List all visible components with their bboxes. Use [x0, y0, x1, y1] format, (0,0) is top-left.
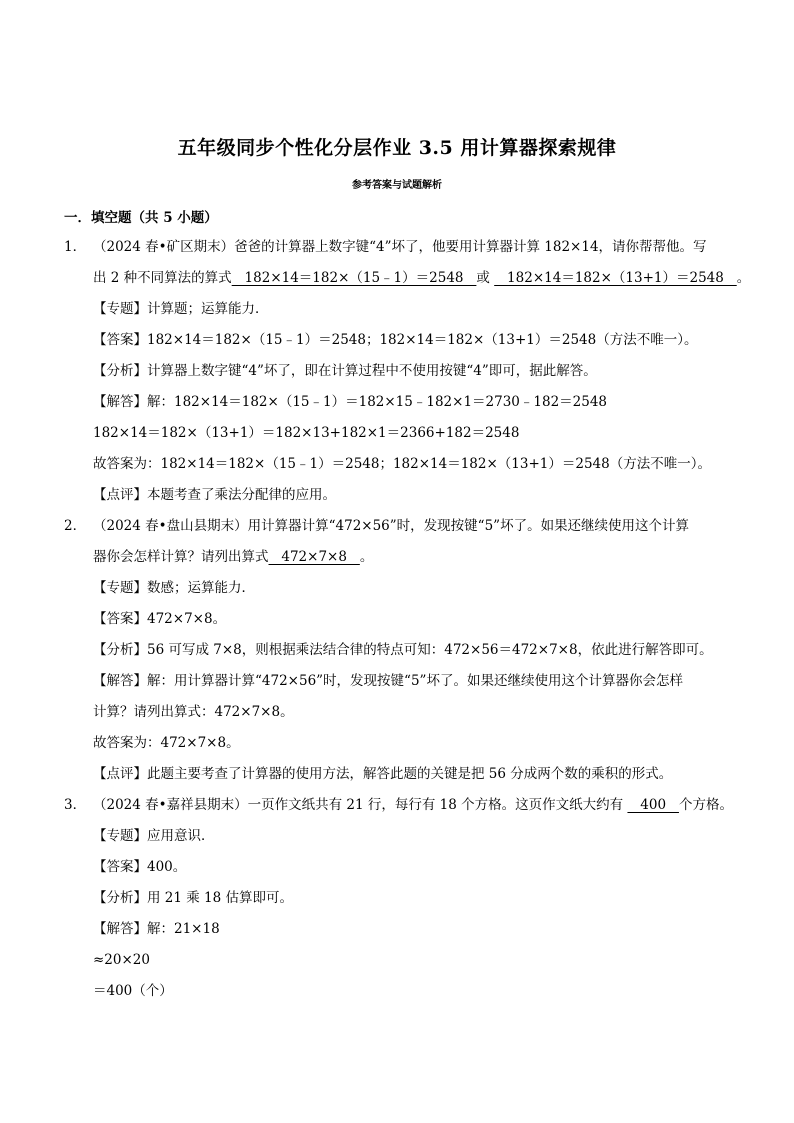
topic-label: 【专题】 — [93, 580, 147, 596]
question-3-topic — [64, 821, 736, 852]
questions-content — [64, 232, 751, 1007]
analysis-label: 【分析】 — [93, 890, 147, 906]
question-number: 2． — [64, 518, 87, 534]
comment-label: 【点评】 — [93, 766, 147, 782]
question-3-answer — [64, 852, 736, 883]
topic-label: 【专题】 — [93, 301, 147, 317]
topic-label: 【专题】 — [93, 828, 147, 844]
question-stem-text: 个方格。 — [678, 797, 733, 813]
question-stem-text: 出 2 种不同算法的算式 — [93, 270, 232, 286]
topic-text: 数感；运算能力． — [147, 580, 255, 596]
question-1-solution-line3: 故答案为：182×14＝182×（15﹣1）＝2548；182×14＝182×（13+1）＝2548（方法不唯一）。 — [93, 456, 711, 472]
comment-text: 此题主要考查了计算器的使用方法，解答此题的关键是把 56 分成两个数的乘积的形式。 — [147, 766, 673, 782]
question-1-analysis — [64, 356, 736, 387]
question-stem-text: 。 — [359, 549, 374, 565]
question-2-answer — [64, 604, 736, 635]
question-1-stem-line2 — [64, 263, 751, 294]
question-3-solution-line2: ≈20×20 — [93, 952, 150, 968]
page-subtitle: 参考答案与试题解析 — [352, 180, 442, 191]
question-1-topic — [64, 294, 736, 325]
analysis-text: 计算器上数字键“4”坏了，即在计算过程中不使用按键“4”即可，据此解答。 — [147, 363, 597, 379]
analysis-label: 【分析】 — [93, 642, 147, 658]
answer-label: 【答案】 — [93, 611, 147, 627]
question-stem-text: （2024 春•嘉祥县期末）一页作文纸共有 21 行，每行有 18 个方格。这页作文纸大约有 — [93, 797, 624, 813]
answer-blank: 400 — [627, 797, 679, 813]
solution-label: 【解答】 — [93, 673, 147, 689]
page-title: 五年级同步个性化分层作业 3.5 用计算器探索规律 — [177, 137, 617, 159]
question-2-analysis — [64, 635, 736, 666]
answer-label: 【答案】 — [93, 859, 147, 875]
question-1-answer — [64, 325, 736, 356]
solution-label: 【解答】 — [93, 921, 147, 937]
solution-label: 【解答】 — [93, 394, 147, 410]
question-stem-text: 。 — [736, 270, 751, 286]
comment-label: 【点评】 — [93, 487, 147, 503]
analysis-text: 56 可写成 7×8，则根据乘法结合律的特点可知：472×56＝472×7×8，依此进行解答即可。 — [147, 642, 713, 658]
analysis-label: 【分析】 — [93, 363, 147, 379]
question-3-solution-line3: ＝400（个） — [93, 983, 173, 999]
topic-text: 计算题；运算能力． — [147, 301, 269, 317]
answer-blank: 182×14＝182×（13+1）＝2548 — [494, 270, 737, 286]
solution-text: 解：182×14＝182×（15﹣1）＝182×15﹣182×1＝2730﹣182＝2548 — [147, 394, 608, 410]
question-2-solution — [64, 666, 736, 697]
answer-blank: 472×7×8 — [268, 549, 360, 565]
question-2-stem-line2 — [64, 542, 736, 573]
question-2-solution-line3: 故答案为：472×7×8。 — [93, 735, 240, 751]
answer-blank: 182×14＝182×（15﹣1）＝2548 — [231, 270, 477, 286]
question-2-topic — [64, 573, 736, 604]
solution-text: 解：用计算器计算“472×56”时，发现按键“5”坏了。如果还继续使用这个计算器你会怎样 — [147, 673, 683, 689]
comment-text: 本题考查了乘法分配律的应用。 — [147, 487, 336, 503]
question-2-comment — [64, 759, 736, 790]
answer-text: 182×14＝182×（15﹣1）＝2548；182×14＝182×（13+1）＝2548（方法不唯一）。 — [147, 332, 698, 348]
question-3-analysis — [64, 883, 736, 914]
question-stem-text: （2024 春•矿区期末）爸爸的计算器上数字键“4”坏了，他要用计算器计算 182×14，请你帮帮他。写 — [93, 239, 707, 255]
question-1-solution-line2: 182×14＝182×（13+1）＝182×13+182×1＝2366+182＝2548 — [93, 425, 520, 441]
question-1-solution — [64, 387, 736, 418]
question-number: 1． — [64, 239, 87, 255]
question-2-solution-line2: 计算？请列出算式：472×7×8。 — [93, 704, 294, 720]
analysis-text: 用 21 乘 18 估算即可。 — [147, 890, 294, 906]
topic-text: 应用意识． — [147, 828, 215, 844]
solution-text: 解：21×18 — [147, 921, 220, 937]
question-stem-text: 或 — [476, 270, 490, 286]
question-stem-text: 器你会怎样计算？请列出算式 — [93, 549, 269, 565]
question-3-solution — [64, 914, 736, 945]
question-number: 3． — [64, 797, 87, 813]
question-2-stem-line1 — [64, 511, 736, 542]
answer-label: 【答案】 — [93, 332, 147, 348]
answer-text: 400。 — [147, 859, 187, 875]
section-heading: 一．填空题（共 5 小题） — [64, 210, 218, 226]
question-stem-text: （2024 春•盘山县期末）用计算器计算“472×56”时，发现按键“5”坏了。如果还继续使用这个计算 — [93, 518, 690, 534]
answer-text: 472×7×8。 — [147, 611, 227, 627]
question-1-stem-line1 — [64, 232, 736, 263]
question-3-stem-line1 — [64, 790, 736, 821]
question-1-comment — [64, 480, 736, 511]
